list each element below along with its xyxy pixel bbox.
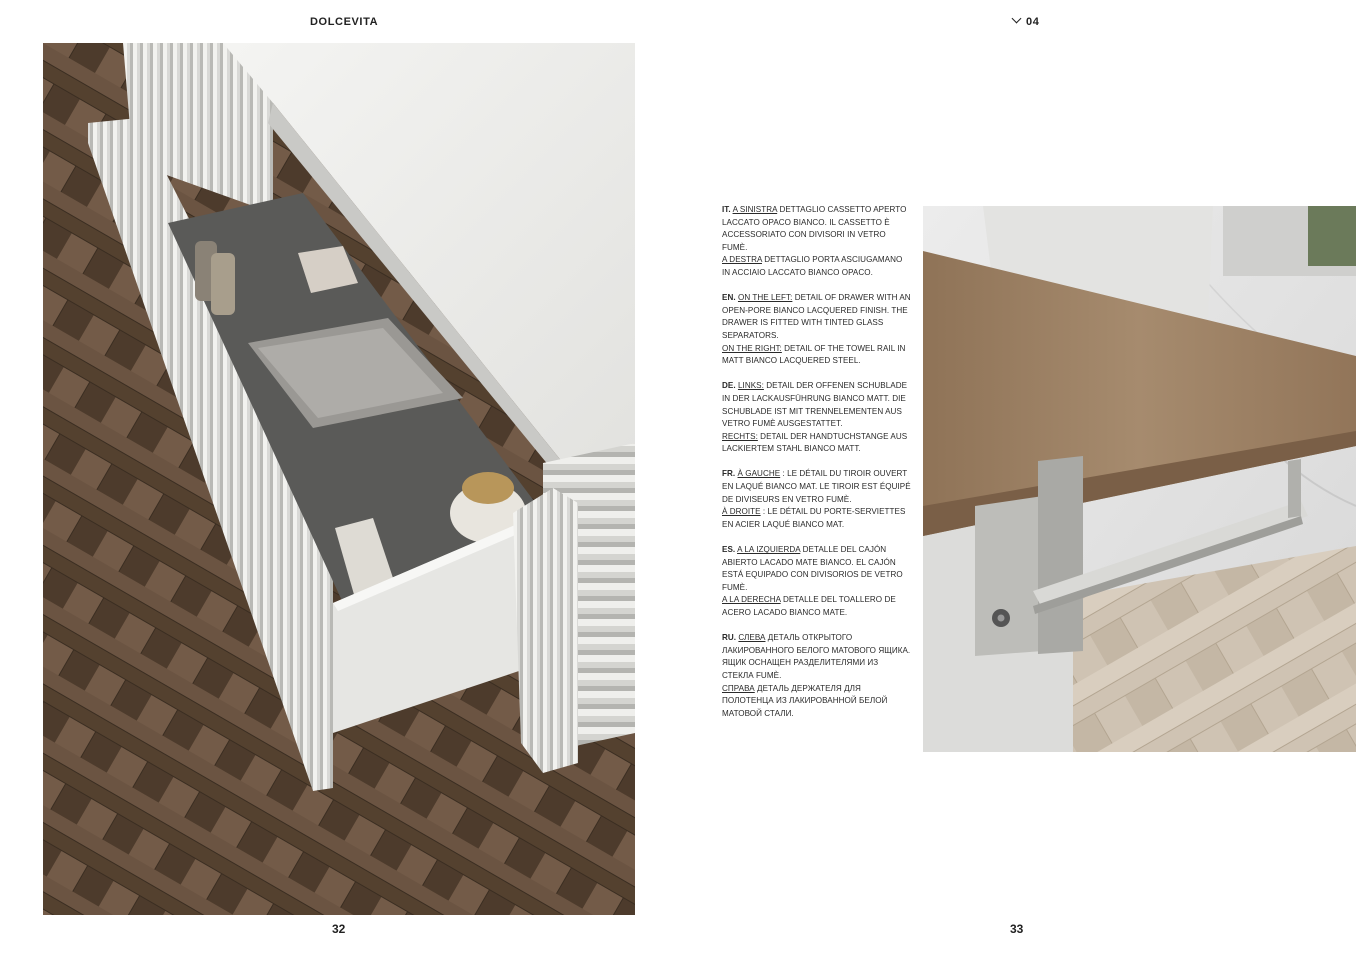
caption-direction-label: A LA IZQUIERDA bbox=[737, 545, 801, 555]
caption-text: DETTAGLIO CASSETTO APERTO LACCATO OPACO BIANCO. IL CASSETTO È ACCESSORIATO CON DIVISORI IN VETRO FUMÈ. bbox=[722, 205, 907, 252]
caption-text: DETAIL OF THE TOWEL RAIL IN MATT BIANCO LACQUERED STEEL. bbox=[722, 343, 906, 366]
caption-es bbox=[722, 544, 912, 620]
caption-text: DETALLE DEL TOALLERO DE ACERO LACADO BIANCO MATE. bbox=[722, 595, 896, 617]
caption-it bbox=[722, 204, 912, 280]
caption-text: ДЕТАЛЬ ДЕРЖАТЕЛЯ ДЛЯ ПОЛОТЕНЦА ИЗ ЛАКИРОВАННОЙ БЕЛОЙ МАТОВОЙ СТАЛИ. bbox=[722, 683, 888, 718]
caption-language-code: IT. bbox=[722, 205, 731, 214]
caption-de bbox=[722, 380, 912, 456]
caption-direction-label: A SINISTRA bbox=[732, 205, 778, 214]
caption-direction-label: À DROITE bbox=[722, 507, 761, 517]
caption-language-code: ES. bbox=[722, 545, 736, 555]
caption-column bbox=[722, 204, 912, 733]
caption-direction-label: A DESTRA bbox=[722, 255, 762, 265]
section-number bbox=[1013, 16, 1039, 28]
caption-text: DETTAGLIO PORTA ASCIUGAMANO IN ACCIAIO LACCATO BIANCO OPACO. bbox=[722, 255, 903, 277]
caption-text: DETALLE DEL CAJÓN ABIERTO LACADO MATE BIANCO. EL CAJÓN ESTÁ EQUIPADO CON DIVISORIOS DE VETRO FUMÈ. bbox=[722, 545, 903, 592]
brand-title: DOLCEVITA bbox=[310, 16, 379, 28]
caption-direction-label: LINKS: bbox=[737, 381, 764, 391]
caption-text: DETAIL OF DRAWER WITH AN OPEN-PORE BIANCO LACQUERED FINISH. THE DRAWER IS FITTED WITH TINTED GLASS SEPARATORS. bbox=[722, 293, 911, 340]
drawer-detail-photo bbox=[43, 43, 635, 915]
caption-text: : LE DÉTAIL DU TIROIR OUVERT EN LAQUÉ BIANCO MAT. LE TIROIR EST ÉQUIPÉ DE DIVISEURS EN VETRO FUMÈ. bbox=[722, 469, 911, 504]
caption-direction-label: СЛЕВА bbox=[738, 633, 766, 643]
caption-ru bbox=[722, 632, 912, 720]
caption-language-code: RU. bbox=[722, 633, 737, 643]
caption-direction-label: RECHTS: bbox=[722, 431, 758, 441]
chevron-down-icon bbox=[1012, 14, 1022, 24]
section-number-label: 04 bbox=[1026, 16, 1040, 28]
towel-rail-photo bbox=[923, 206, 1356, 752]
caption-direction-label: СПРАВА bbox=[722, 683, 755, 693]
caption-language-code: FR. bbox=[722, 469, 736, 479]
caption-direction-label: ON THE RIGHT: bbox=[722, 343, 782, 353]
caption-direction-label: A LA DERECHA bbox=[722, 595, 781, 605]
caption-language-code: DE. bbox=[722, 381, 736, 391]
caption-text: DETAIL DER HANDTUCHSTANGE AUS LACKIERTEM STAHL BIANCO MATT. bbox=[722, 431, 908, 454]
caption-text: ДЕТАЛЬ ОТКРЫТОГО ЛАКИРОВАННОГО БЕЛОГО МАТОВОГО ЯЩИКА. ЯЩИК ОСНАЩЕН РАЗДЕЛИТЕЛЯМИ ИЗ СТЕКЛА FUMÈ. bbox=[722, 633, 911, 680]
caption-language-code: EN. bbox=[722, 293, 736, 303]
caption-text: DETAIL DER OFFENEN SCHUBLADE IN DER LACKAUSFÜHRUNG BIANCO MATT. DIE SCHUBLADE IST MIT TRENNELEMENTEN AUS VETRO FUMÈ AUSGESTATTET. bbox=[722, 381, 908, 429]
page-number-right: 33 bbox=[1010, 922, 1024, 936]
caption-en bbox=[722, 292, 912, 368]
caption-fr bbox=[722, 468, 912, 531]
caption-text: : LE DÉTAIL DU PORTE-SERVIETTES EN ACIER LAQUÉ BIANCO MAT. bbox=[722, 507, 906, 529]
page-number-left: 32 bbox=[332, 922, 346, 936]
caption-direction-label: ON THE LEFT: bbox=[737, 293, 793, 303]
caption-direction-label: À GAUCHE bbox=[737, 469, 781, 479]
